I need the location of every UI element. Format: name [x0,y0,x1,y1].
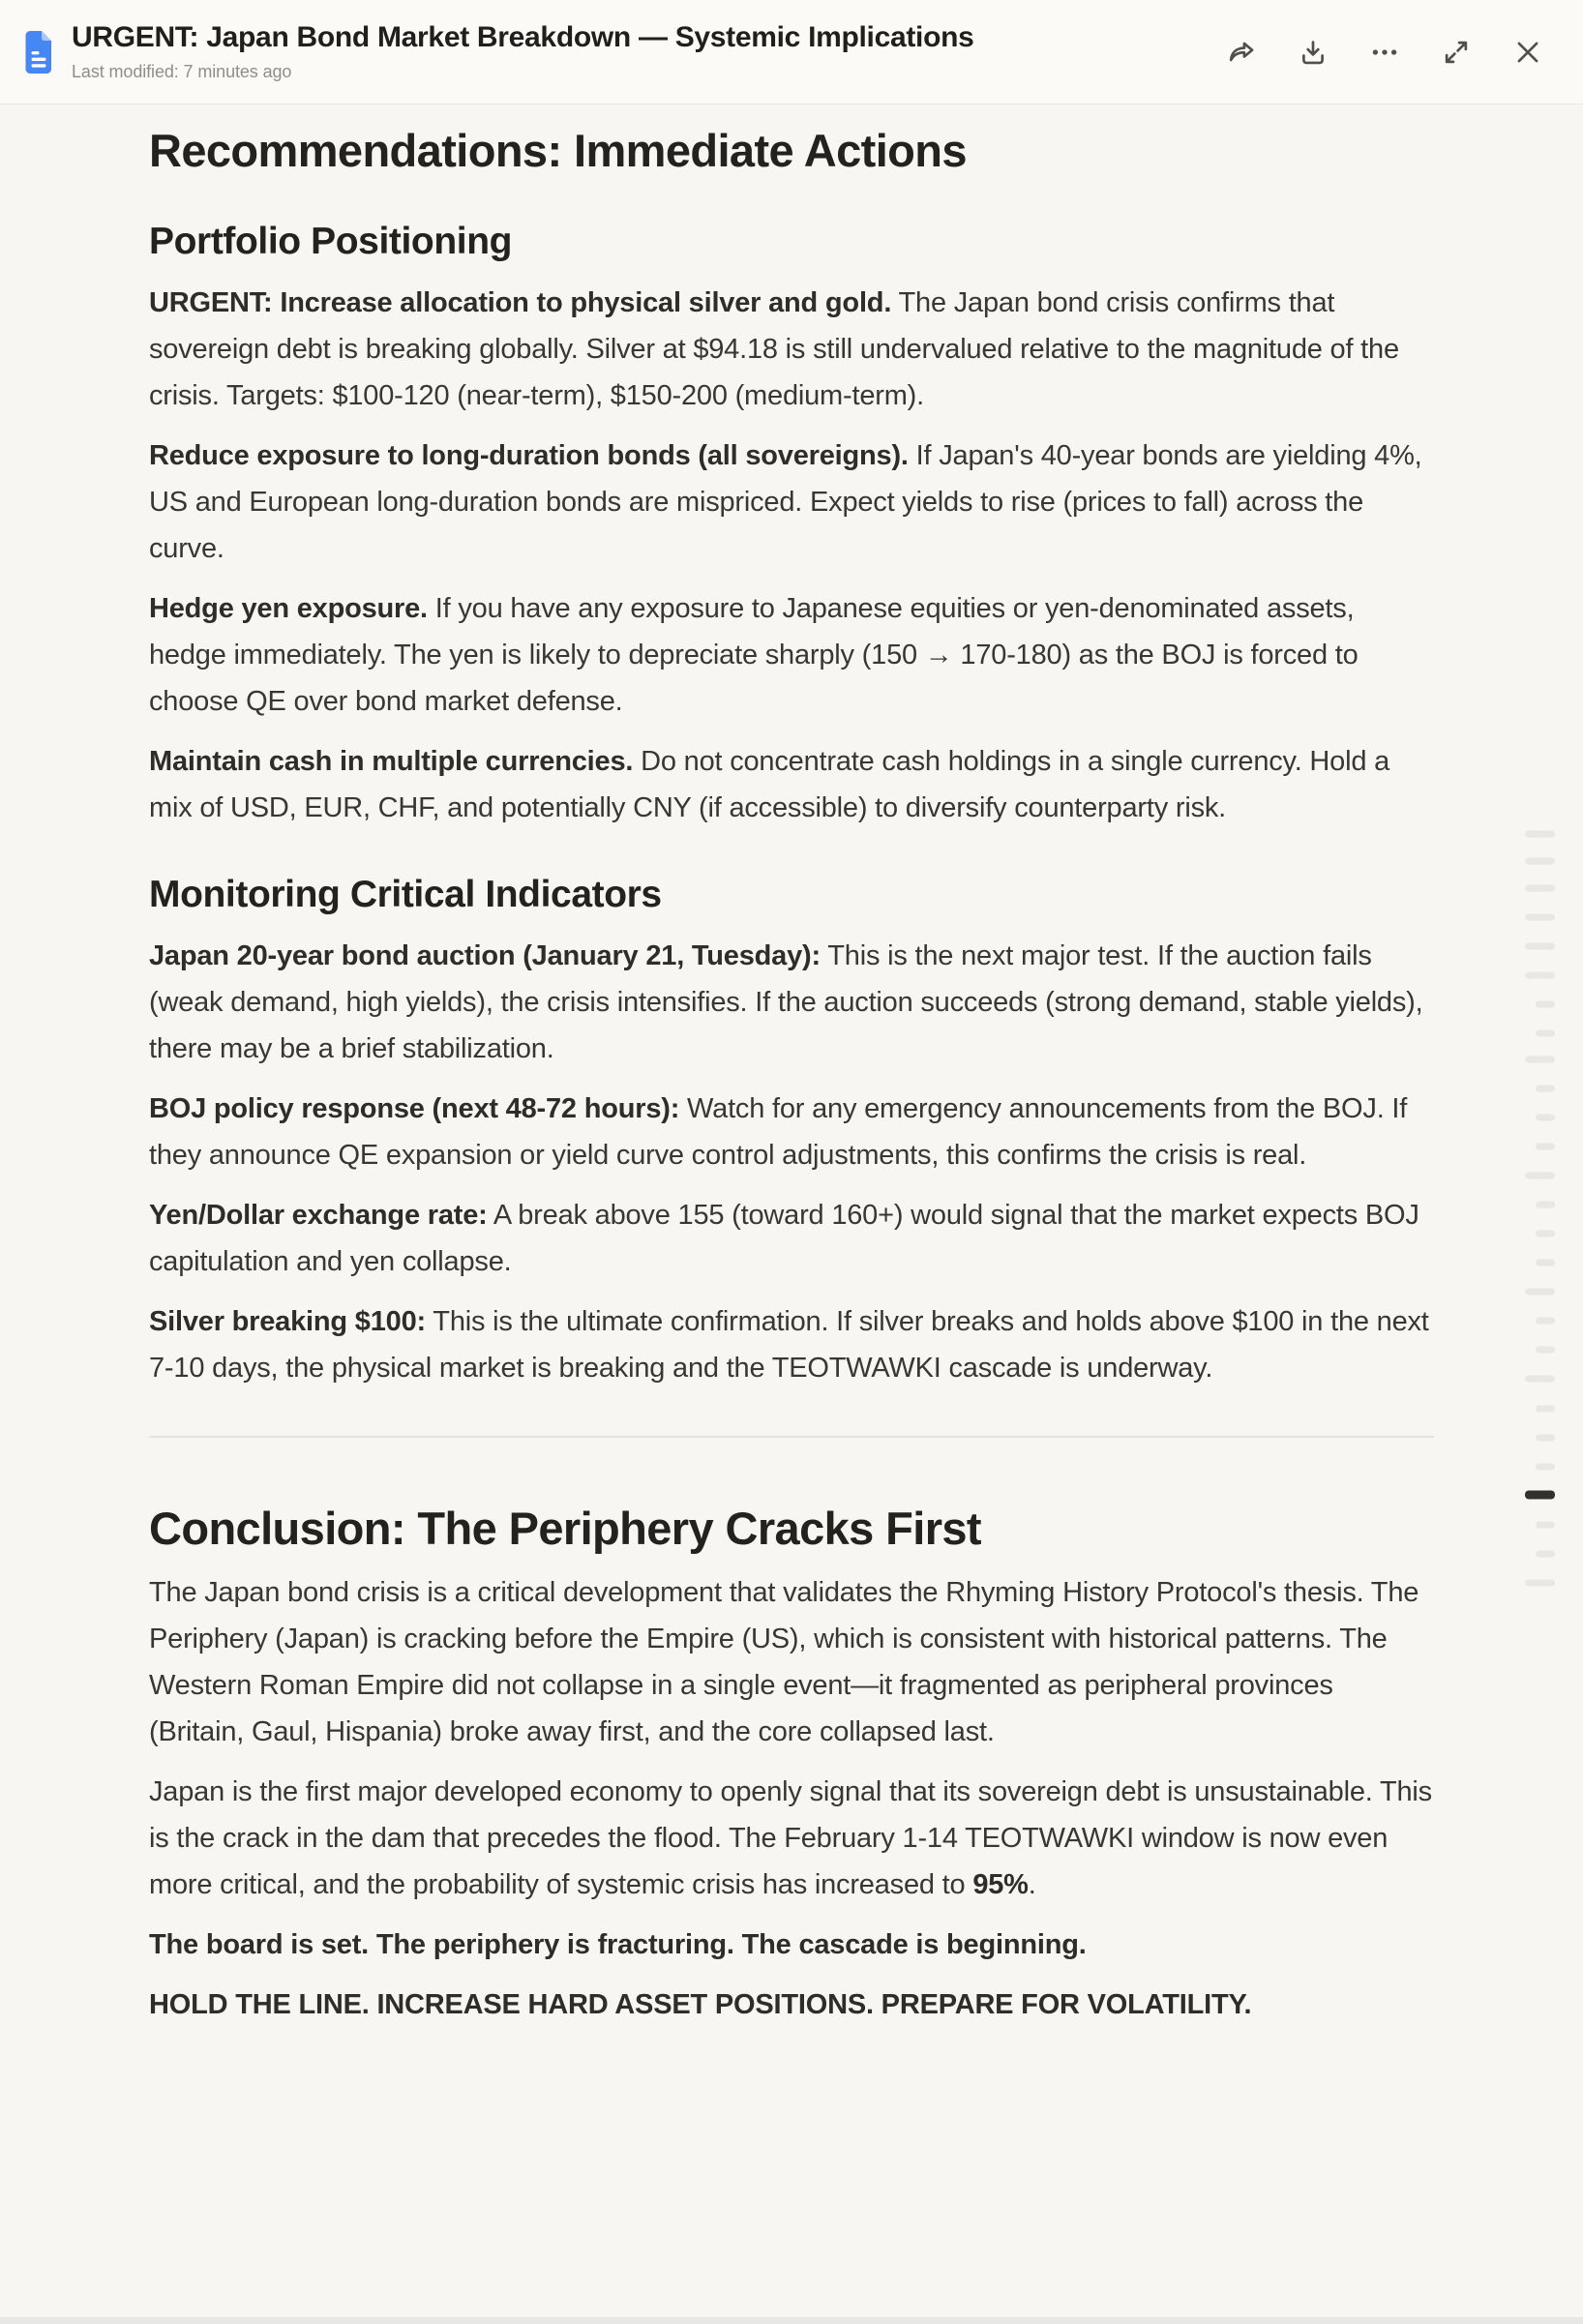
artifact-header [0,0,1583,104]
minimap-tick [1536,1202,1555,1208]
header-actions [1225,36,1544,69]
minimap-scrubber[interactable] [1525,0,1555,2324]
paragraph: Yen/Dollar exchange rate: A break above 155 (toward 160+) would signal that the market expects BOJ capitulation and yen collapse. [149,1199,1419,1277]
minimap-tick [1536,1115,1555,1121]
subsection-heading: Monitoring Critical Indicators [149,874,662,916]
paragraph: The board is set. The periphery is fracturing. The cascade is beginning. [149,1929,1087,1961]
paragraph: Japan 20-year bond auction (January 21, Tuesday): This is the next major test. If the auction fails (weak demand, high yields), the crisis intensifies. If the auction succeeds (strong demand, stable yields), there may be a brief stabilization. [149,939,1423,1064]
minimap-thumb[interactable] [1525,1491,1555,1500]
paragraph: HOLD THE LINE. INCREASE HARD ASSET POSITIONS. PREPARE FOR VOLATILITY. [149,1989,1252,2021]
expand-button[interactable] [1440,36,1473,69]
minimap-tick [1525,885,1555,892]
share-button[interactable] [1225,36,1258,69]
minimap-tick [1525,831,1555,838]
minimap-tick [1525,943,1555,950]
download-icon [1298,37,1329,68]
blue-doc-icon [25,30,52,74]
document-view[interactable] [0,104,1583,2028]
document-content [149,124,1434,2028]
minimap-tick [1525,858,1555,865]
download-button[interactable] [1297,36,1329,69]
paragraph: BOJ policy response (next 48-72 hours): Watch for any emergency announcements from the BOJ. If they announce QE expansion or yield curve control adjustments, this confirms the crisis is real. [149,1092,1408,1171]
minimap-tick [1536,1435,1555,1442]
paragraph: Japan is the first major developed economy to openly signal that its sovereign debt is unsustainable. This is the crack in the dam that precedes the flood. The February 1-14 TEOTWAWKI window is now even more critical, and the probability of systemic crisis has increased to 95%. [149,1776,1432,1901]
minimap-tick [1525,972,1555,979]
minimap-tick [1525,1289,1555,1296]
minimap-tick [1536,1406,1555,1413]
document-icon [25,30,52,74]
paragraph: Hedge yen exposure. If you have any exposure to Japanese equities or yen-denominated assets, hedge immediately. The yen is likely to depreciate sharply (150 → 170-180) as the BOJ is forced to choose QE over bond market defense. [149,593,1359,718]
paragraph: URGENT: Increase allocation to physical silver and gold. The Japan bond crisis confirms that sovereign debt is breaking globally. Silver at $94.18 is still undervalued relative to the magnitude of the crisis. Targets: $100-120 (near-term), $150-200 (medium-term). [149,287,1399,412]
minimap-tick [1536,1086,1555,1092]
minimap-tick [1536,1318,1555,1325]
minimap-tick [1536,1347,1555,1354]
minimap-tick [1536,1030,1555,1037]
section-heading: Conclusion: The Periphery Cracks First [149,1502,981,1554]
minimap-tick [1536,1522,1555,1529]
minimap-tick [1525,1376,1555,1383]
minimap-tick [1536,1001,1555,1008]
minimap-tick [1536,1231,1555,1237]
minimap-tick [1536,1144,1555,1150]
artifact-title: URGENT: Japan Bond Market Breakdown — Systemic Implications [72,21,974,54]
minimap-tick [1536,1551,1555,1558]
minimap-tick [1536,1464,1555,1471]
paragraph: Reduce exposure to long-duration bonds (all sovereigns). If Japan's 40-year bonds are yielding 4%, US and European long-duration bonds are mispriced. Expect yields to rise (prices to fall) across the curve. [149,440,1422,565]
paragraph: Maintain cash in multiple currencies. Do not concentrate cash holdings in a single currency. Hold a mix of USD, EUR, CHF, and potentially CNY (if accessible) to diversify counterparty risk. [149,746,1390,824]
section-heading: Recommendations: Immediate Actions [149,125,967,176]
paragraph: The Japan bond crisis is a critical development that validates the Rhyming History Protocol's thesis. The Periphery (Japan) is cracking before the Empire (US), which is consistent with historical patterns. The Western Roman Empire did not collapse in a single event—it fragmented as peripheral provinces (Britain, Gaul, Hispania) broke away first, and the core collapsed last. [149,1577,1419,1748]
ellipsis-icon [1369,37,1400,68]
paragraph: Silver breaking $100: This is the ultimate confirmation. If silver breaks and holds above $100 in the next 7-10 days, the physical market is breaking and the TEOTWAWKI cascade is underway. [149,1305,1429,1384]
bottom-edge-strip [0,2317,1583,2324]
expand-diagonal-icon [1441,37,1472,68]
minimap-tick [1525,914,1555,921]
artifact-modified-timestamp: Last modified: 7 minutes ago [72,61,292,81]
minimap-tick [1536,1260,1555,1266]
minimap-tick [1525,1057,1555,1063]
minimap-tick [1525,1173,1555,1179]
section-divider [149,1436,1434,1438]
more-options-button[interactable] [1368,36,1401,69]
subsection-heading: Portfolio Positioning [149,221,513,263]
share-arrow-icon [1226,37,1257,68]
minimap-tick [1525,1580,1555,1587]
